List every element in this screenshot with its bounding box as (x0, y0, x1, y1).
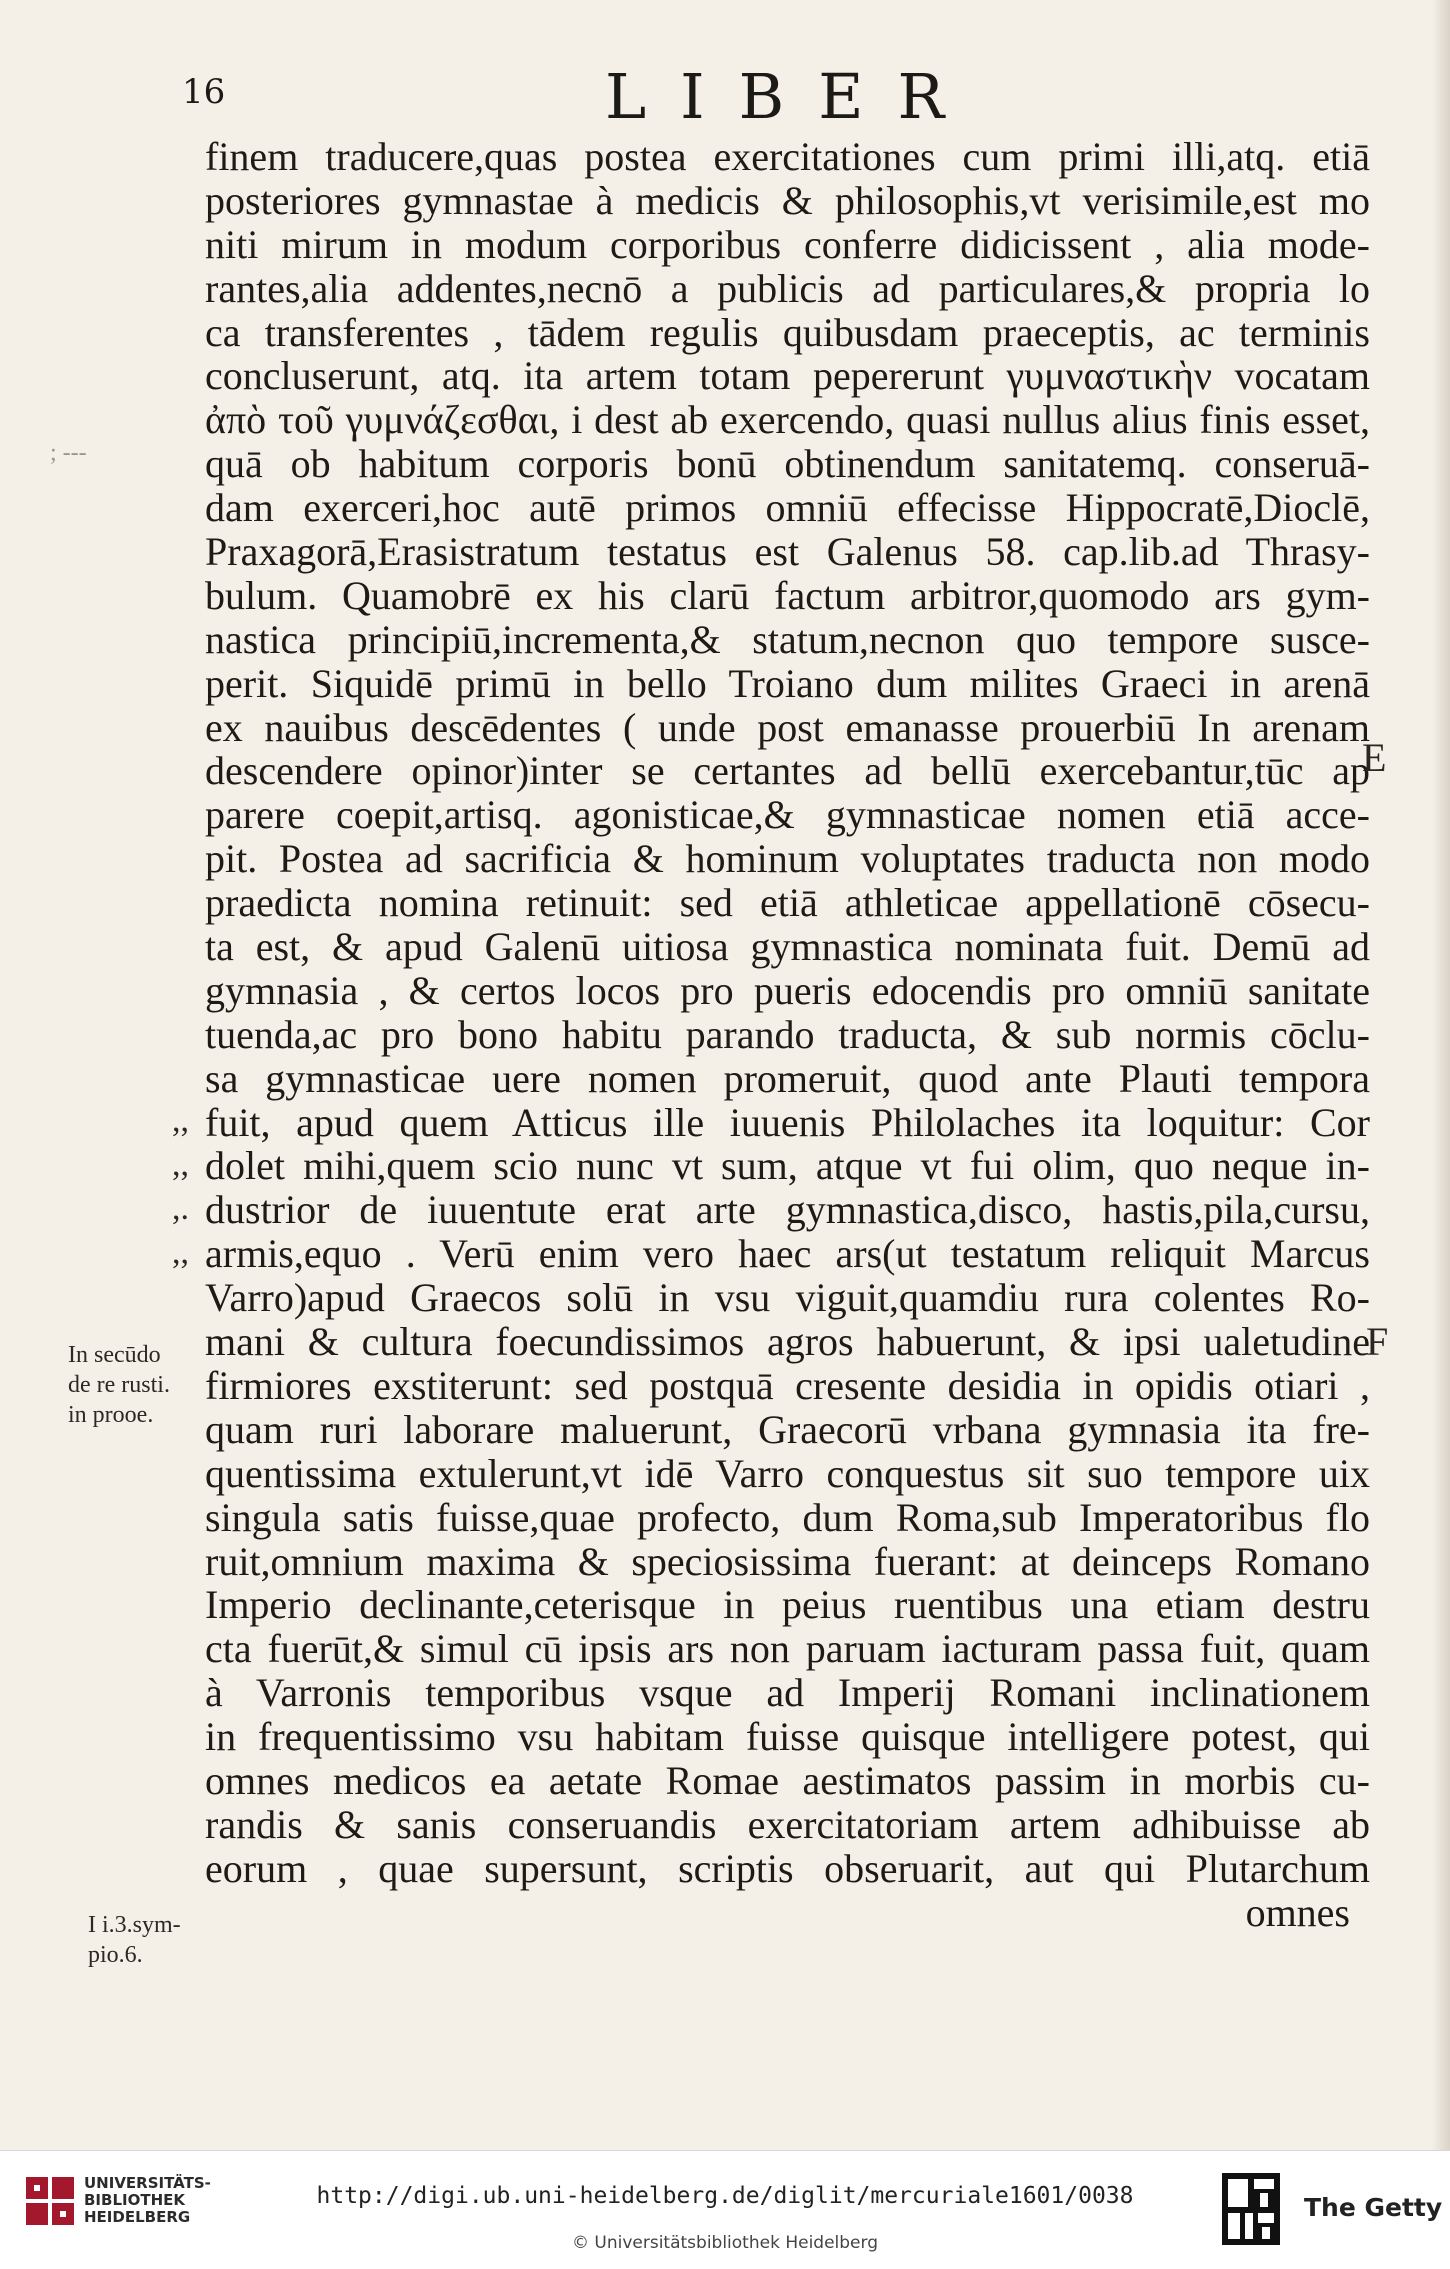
text-line: quam ruri laborare maluerunt, Graecorū vrbana gymnasia ita fre- (205, 1406, 1370, 1452)
text-line: randis & sanis conseruandis exercitatoriam artem adhibuisse ab (205, 1801, 1370, 1847)
text-line: parere coepit,artisq. agonisticae,& gymnasticae nomen etiā acce- (205, 792, 1370, 838)
text-line: armis,equo . Verū enim vero haec ars(ut testatum reliquit Marcus (205, 1231, 1370, 1277)
quote-mark: ,, (172, 1102, 189, 1139)
margin-note-varro (68, 1340, 170, 1430)
text-line: niti mirum in modum corporibus conferre didicissent , alia mode- (205, 221, 1370, 267)
text-line: dam exerceri,hoc autē primos omniū effecisse Hippocratē,Dioclē, (205, 485, 1370, 531)
text-line: ruit,omnium maxima & speciosissima fuerant: at deinceps Romano (205, 1538, 1370, 1584)
text-line: omnes medicos ea aetate Romae aestimatos passim in morbis cu- (205, 1757, 1370, 1803)
text-line: gymnasia , & certos locos pro pueris edocendis pro omniū sanitate (205, 967, 1370, 1013)
permalink-url[interactable]: http://digi.ub.uni-heidelberg.de/diglit/mercuriale1601/0038 (316, 2183, 1134, 2209)
quote-mark: ,, (172, 1146, 189, 1183)
main-text-block (205, 135, 1370, 1935)
quote-mark: ,, (172, 1234, 189, 1271)
text-line: praedicta nomina retinuit: sed etiā athleticae appellationē cōsecu- (205, 880, 1370, 926)
institution-line: BIBLIOTHEK (84, 2191, 185, 2209)
text-line: fuit, apud quem Atticus ille iuuenis Philolaches ita loquitur: Cor (205, 1099, 1370, 1145)
margin-note-line: In secūdo (68, 1342, 161, 1368)
page-edge-shadow (1432, 0, 1450, 2150)
margin-note-line: in prooe. (68, 1402, 154, 1428)
text-line: Praxagorā,Erasistratum testatus est Galenus 58. cap.lib.ad Thrasy- (205, 529, 1370, 575)
text-line: perit. Siquidē primū in bello Troiano dum milites Graeci in arenā (205, 660, 1370, 706)
text-line: ta est, & apud Galenū uitiosa gymnastica nominata fuit. Demū ad (205, 924, 1370, 970)
copyright-notice: © Universitätsbibliothek Heidelberg (571, 2233, 878, 2253)
text-line: sa gymnasticae uere nomen promeruit, quod ante Plauti tempora (205, 1055, 1370, 1101)
quote-mark: ,. (172, 1190, 189, 1227)
text-line: finem traducere,quas postea exercitationes cum primi illi,atq. etiā (205, 134, 1370, 179)
text-line: tuenda,ac pro bono habitu parando traducta, & sub normis cōclu- (205, 1011, 1370, 1057)
text-line: Imperio declinante,ceterisque in peius ruentibus una etiam destru (205, 1582, 1370, 1628)
text-line: quentissima extulerunt,vt idē Varro conquestus sit suo tempore uix (205, 1450, 1370, 1496)
institution-line: HEIDELBERG (84, 2208, 191, 2226)
margin-note-line: de re rusti. (68, 1372, 170, 1398)
text-line: eorum , quae supersunt, scriptis obseruarit, aut qui Plutarchum (205, 1845, 1370, 1891)
text-line: pit. Postea ad sacrificia & hominum voluptates traducta non modo (205, 836, 1370, 882)
getty-logo-icon (1222, 2173, 1280, 2245)
text-line: ex nauibus descēdentes ( unde post emanasse prouerbiū In arenam (205, 704, 1370, 750)
margin-note-plutarch (88, 1910, 181, 1970)
text-line: à Varronis temporibus vsque ad Imperij Romani inclinationem (205, 1670, 1370, 1716)
text-line: ἀπὸ τοῦ γυμνάζεσθαι, i dest ab exercendo, quasi nullus alius finis esset, (205, 397, 1370, 443)
running-head: LIBER (605, 60, 979, 133)
text-line: Varro)apud Graecos solū in vsu viguit,quamdiu rura colentes Ro- (205, 1275, 1370, 1321)
margin-section-letter-e: E (1362, 735, 1387, 780)
stray-margin-mark: ; --- (50, 440, 87, 466)
page-number: 16 (182, 72, 226, 112)
text-line: concluserunt, atq. ita artem totam pepererunt γυμναστικὴν vocatam (205, 353, 1370, 399)
text-line: dolet mihi,quem scio nunc vt sum, atque vt fui olim, quo neque in- (205, 1143, 1370, 1189)
margin-note-line: I i.3.sym- (88, 1912, 181, 1938)
margin-note-line: pio.6. (88, 1942, 143, 1968)
text-line: descendere opinor)inter se certantes ad bellū exercebantur,tūc ap (205, 748, 1370, 794)
text-line: bulum. Quamobrē ex his clarū factum arbitror,quomodo ars gym- (205, 572, 1370, 618)
margin-section-letter-f: F (1366, 1319, 1389, 1364)
text-line: omnes (1245, 1889, 1350, 1935)
text-line: nastica principiū,incrementa,& statum,necnon quo tempore susce- (205, 616, 1370, 662)
text-line: posteriores gymnastae à medicis & philosophis,vt verisimile,est mo (205, 177, 1370, 223)
getty-name: The Getty (1304, 2193, 1443, 2222)
text-line: firmiores exstiterunt: sed postquā cresente desidia in opidis otiari , (205, 1362, 1370, 1408)
text-line: cta fuerūt,& simul cū ipsis ars non paruam iacturam passa fuit, quam (205, 1626, 1370, 1672)
text-line: ca transferentes , tādem regulis quibusdam praeceptis, ac terminis (205, 309, 1370, 355)
text-line: dustrior de iuuentute erat arte gymnastica,disco, hastis,pila,cursu, (205, 1187, 1370, 1233)
institution-line: UNIVERSITÄTS- (84, 2174, 211, 2192)
viewer-footer (0, 2150, 1450, 2269)
text-line: in frequentissimo vsu habitam fuisse quisque intelligere potest, qui (205, 1714, 1370, 1760)
text-line: quā ob habitum corporis bonū obtinendum sanitatemq. conseruā- (205, 441, 1370, 487)
text-line: singula satis fuisse,quae profecto, dum Roma,sub Imperatoribus flo (205, 1494, 1370, 1540)
text-line: rantes,alia addentes,necnō a publicis ad particulares,& propria lo (205, 265, 1370, 311)
text-line: mani & cultura foecundissimos agros habuerunt, & ipsi ualetudine (205, 1319, 1370, 1365)
